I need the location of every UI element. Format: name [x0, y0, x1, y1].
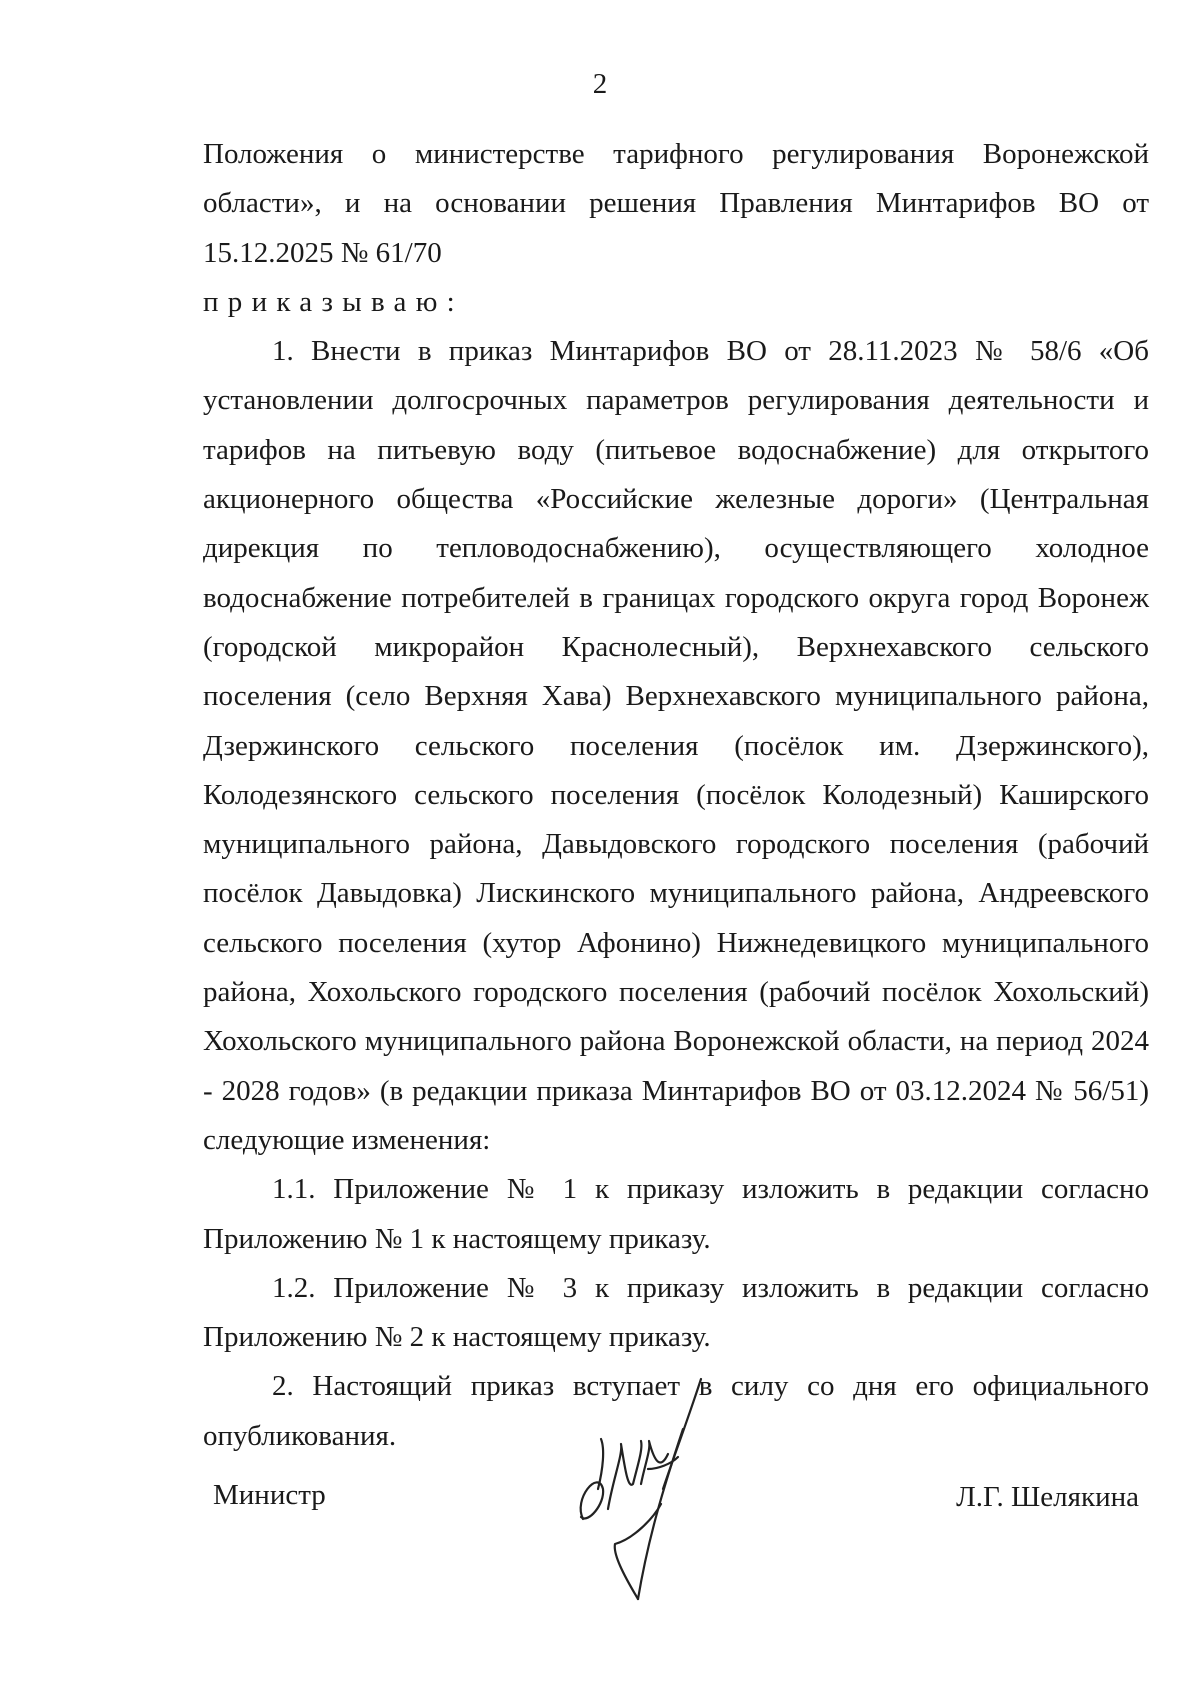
prikazyvayu-line: приказываю: — [203, 285, 464, 318]
item-1-paragraph: 1. Внести в приказ Минтарифов ВО от 28.11.2023 № 58/6 «Об установлении долгосрочных параметров регулирования деятельности и тарифов на питьевую воду (питьевое водоснабжение) для открытого акционерного общества «Российские железные дороги» (Центральная дирекция по тепловодоснабжению), осуществляющего холодное водоснабжение потребителей в границах городского округа город Воронеж (городской микрорайон Краснолесный), Верхнехавского сельского поселения (село Верхняя Хава) Верхнехавского муниципального района, Дзержинского сельского поселения (посёлок им. Дзержинского), Колодезянского сельского поселения (посёлок Колодезный) Каширского муниципального района, Давыдовского городского поселения (рабочий посёлок Давыдовка) Лискинского муниципального района, Андреевского сельского поселения (хутор Афонино) Нижнедевицкого муниципального района, Хохольского городского поселения (рабочий посёлок Хохольский) Хохольского муниципального района Воронежской области, на период 2024 - 2028 годов» (в редакции приказа Минтарифов ВО от 03.12.2024 № 56/51) следующие изменения: — [203, 335, 1149, 1156]
signer-name: Л.Г. Шелякина — [956, 1481, 1139, 1513]
intro-paragraph: Положения о министерстве тарифного регулирования Воронежской области», и на основании решения Правления Минтарифов ВО от 15.12.2025 № 61/70 — [203, 138, 1149, 269]
page-number: 2 — [592, 68, 608, 100]
handwritten-signature — [543, 1369, 713, 1609]
item-2-paragraph: 2. Настоящий приказ вступает в силу со дня его официального опубликования. — [203, 1370, 1149, 1452]
signer-position: Министр — [213, 1479, 326, 1511]
document-body — [203, 130, 1149, 1461]
item-1-1-paragraph: 1.1. Приложение № 1 к приказу изложить в редакции согласно Приложению № 1 к настоящему приказу. — [203, 1173, 1149, 1255]
signature-block — [203, 1435, 1149, 1605]
item-1-2-paragraph: 1.2. Приложение № 3 к приказу изложить в редакции согласно Приложению № 2 к настоящему приказу. — [203, 1271, 1149, 1354]
